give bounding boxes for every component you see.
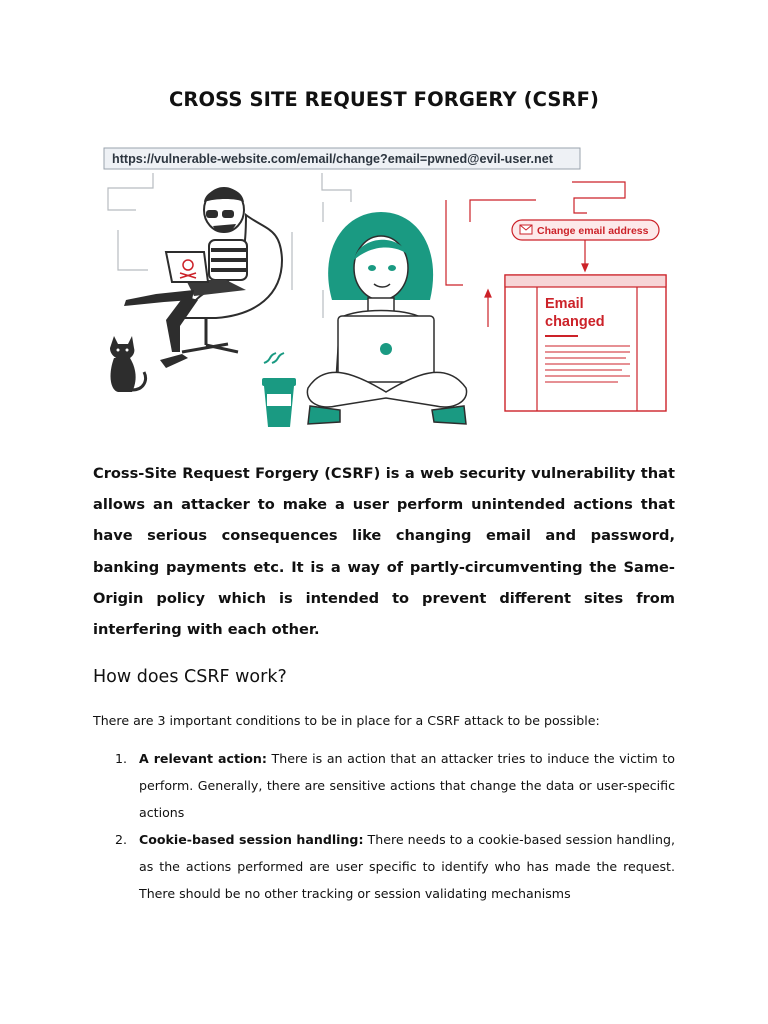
list-item-text: There is an action that an attacker tries to induce the victim to perform. Generally, there are sensitive actions that change the data or user-specific actions [139,751,675,820]
list-item [93,745,675,826]
email-changed-line1: Email [545,296,584,312]
change-email-label: Change email address [537,225,649,237]
envelope-icon [520,225,532,234]
url-bar [104,148,580,169]
list-item-number: 1. [115,751,128,766]
page-title: CROSS SITE REQUEST FORGERY (CSRF) [168,88,600,111]
list-item-term: A relevant action: [139,751,267,766]
email-changed-window [505,275,666,411]
list-item-term: Cookie-based session handling: [139,832,364,847]
section-heading: How does CSRF work? [93,667,287,687]
csrf-illustration [96,140,676,440]
laptop-icon [338,316,434,382]
url-text: https://vulnerable-website.com/email/change?email=pwned@evil-user.net [112,152,553,166]
victim-figure [307,212,466,424]
attacker-laptop-icon [166,252,208,282]
change-email-button [512,220,659,240]
email-changed-line2: changed [545,314,605,330]
attacker-figure [124,188,282,368]
list-item [93,826,675,907]
coffee-cup-icon [262,353,296,427]
intro-paragraph: Cross-Site Request Forgery (CSRF) is a web security vulnerability that allows an attacker to make a user perform unintended actions that have serious consequences like changing email and password, banking payments etc. It is a way of partly-circumventing the Same-Origin policy which is intended to prevent different sites from interfering with each other. [93,465,675,639]
list-item-text: There needs to a cookie-based session handling, as the actions performed are user specific to identify who has made the request. There should be no other tracking or session validating mechanisms [139,832,675,901]
conditions-list [93,745,675,907]
section-lead: There are 3 important conditions to be in place for a CSRF attack to be possible: [93,713,600,728]
list-item-number: 2. [115,832,128,847]
cat-figure [110,336,146,392]
